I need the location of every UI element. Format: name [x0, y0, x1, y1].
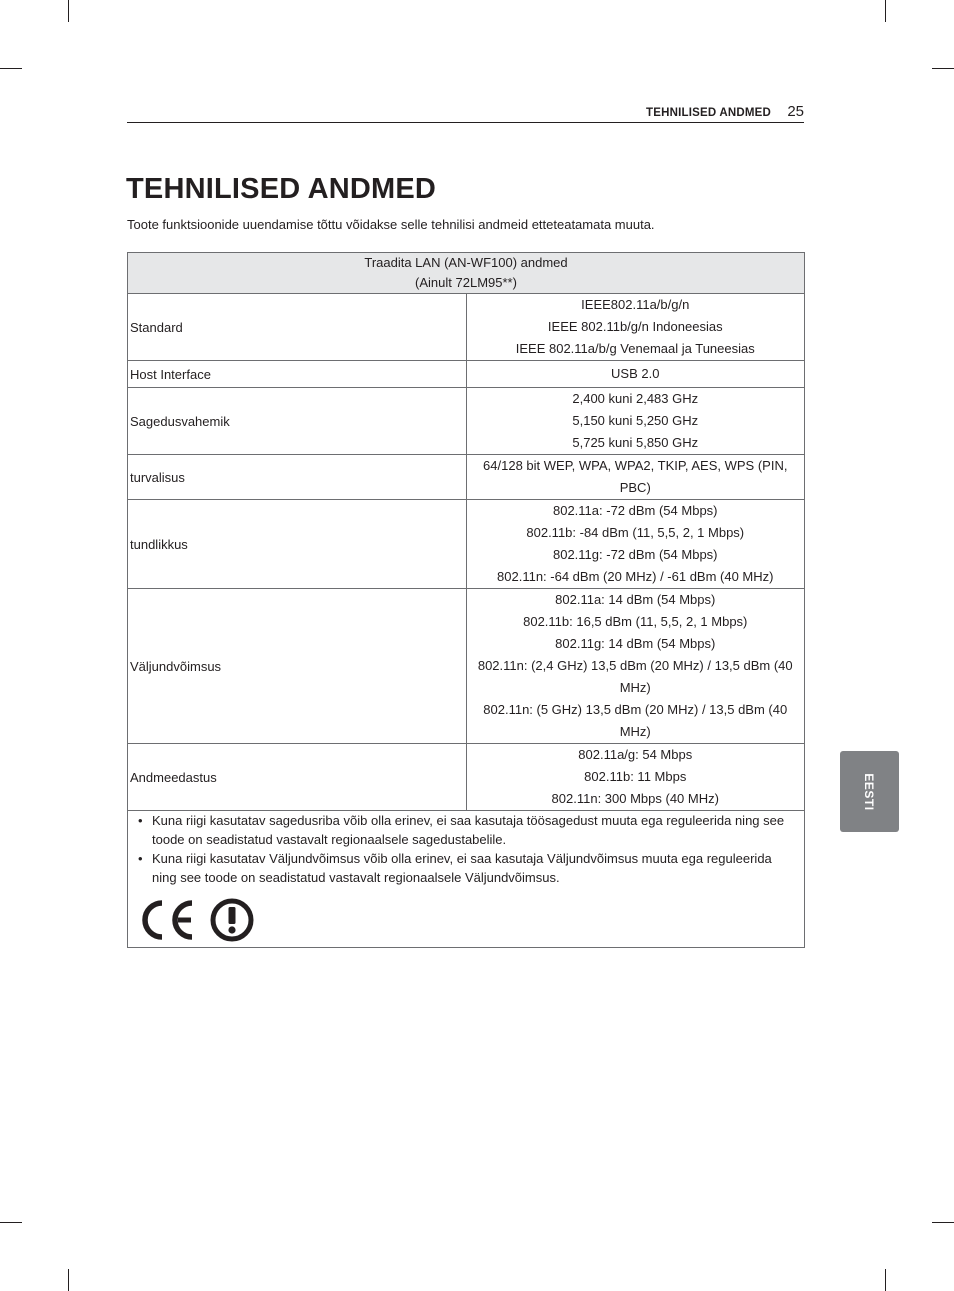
value-line: 5,725 kuni 5,850 GHz	[572, 435, 699, 450]
value-line: 802.11b: 16,5 dBm (11, 5,5, 2, 1 Mbps)	[523, 614, 748, 629]
crop-mark	[932, 1222, 954, 1223]
page-header	[127, 103, 804, 123]
row-value	[466, 361, 805, 388]
table-row	[128, 589, 805, 744]
table-heading	[128, 253, 805, 294]
spec-table	[127, 252, 805, 948]
table-row	[128, 361, 805, 388]
crop-mark	[885, 1269, 886, 1291]
crop-mark	[0, 68, 22, 69]
ce-mark-icon	[138, 898, 198, 942]
alert-mark-icon	[208, 897, 256, 943]
row-label: Host Interface	[128, 361, 467, 388]
table-row	[128, 388, 805, 455]
row-value	[466, 589, 805, 744]
value-line: 802.11n: -64 dBm (20 MHz) / -61 dBm (40 MHz)	[497, 569, 774, 584]
value-line: 802.11b: -84 dBm (11, 5,5, 2, 1 Mbps)	[526, 525, 745, 540]
value-line: 802.11n: 300 Mbps (40 MHz)	[551, 791, 719, 806]
row-value	[466, 455, 805, 500]
table-heading-line: Traadita LAN (AN-WF100) andmed	[364, 255, 568, 270]
crop-mark	[885, 0, 886, 22]
table-row	[128, 455, 805, 500]
header-rule	[127, 122, 804, 123]
table-row	[128, 744, 805, 811]
value-line: 802.11b: 11 Mbps	[584, 769, 687, 784]
value-line: 802.11g: 14 dBm (54 Mbps)	[555, 636, 716, 651]
row-label: tundlikkus	[128, 500, 467, 589]
value-line: 802.11g: -72 dBm (54 Mbps)	[552, 547, 718, 562]
table-row	[128, 294, 805, 361]
language-label: EESTI	[862, 773, 876, 811]
value-line: IEEE 802.11b/g/n Indoneesias	[547, 319, 723, 334]
crop-mark	[68, 1269, 69, 1291]
language-side-tab	[840, 751, 899, 832]
row-label: turvalisus	[128, 455, 467, 500]
bullet-icon: •	[138, 851, 143, 866]
value-line: IEEE 802.11a/b/g Venemaal ja Tuneesias	[515, 341, 755, 356]
certification-marks	[138, 897, 796, 943]
page-number: 25	[787, 103, 804, 120]
table-heading-line: (Ainult 72LM95**)	[415, 275, 517, 290]
value-line: 802.11n: (2,4 GHz) 13,5 dBm (20 MHz) / 13,5 dBm (40 MHz)	[477, 658, 793, 695]
notes-cell	[128, 811, 805, 948]
header-section-title: TEHNILISED ANDMED	[645, 107, 771, 119]
note-item	[138, 849, 796, 887]
page-title: TEHNILISED ANDMED	[126, 173, 437, 205]
row-label: Andmeedastus	[128, 744, 467, 811]
crop-mark	[932, 68, 954, 69]
row-value	[466, 294, 805, 361]
note-item	[138, 811, 796, 849]
table-heading-row	[128, 253, 805, 294]
crop-mark	[0, 1222, 22, 1223]
bullet-icon: •	[138, 813, 143, 828]
row-label: Sagedusvahemik	[128, 388, 467, 455]
row-label: Standard	[128, 294, 467, 361]
table-row	[128, 500, 805, 589]
row-value	[466, 500, 805, 589]
value-line: 802.11a/g: 54 Mbps	[578, 747, 693, 762]
row-value	[466, 388, 805, 455]
row-value	[466, 744, 805, 811]
intro-text: Toote funktsioonide uuendamise tõttu võidakse selle tehnilisi andmeid etteteatamata muuta.	[127, 217, 655, 232]
note-text: Kuna riigi kasutatav Väljundvõimsus võib olla erinev, ei saa kasutaja Väljundvõimsus muuta ega reguleerida ning see toode on seadistatud vastavalt regionaalsele Väljundvõimsus.	[152, 851, 772, 885]
value-line: 802.11n: (5 GHz) 13,5 dBm (20 MHz) / 13,5 dBm (40 MHz)	[483, 702, 788, 739]
value-line: 5,150 kuni 5,250 GHz	[572, 413, 699, 428]
value-line: 64/128 bit WEP, WPA, WPA2, TKIP, AES, WPS (PIN, PBC)	[483, 458, 788, 495]
value-line: 2,400 kuni 2,483 GHz	[572, 391, 699, 406]
value-line: USB 2.0	[611, 366, 660, 381]
value-line: 802.11a: 14 dBm (54 Mbps)	[555, 592, 716, 607]
value-line: IEEE802.11a/b/g/n	[581, 297, 690, 312]
row-label: Väljundvõimsus	[128, 589, 467, 744]
note-text: Kuna riigi kasutatav sagedusriba võib olla erinev, ei saa kasutaja töösagedust muuta ega reguleerida ning see toode on seadistatud vastavalt regionaalsele sagedustabelile.	[152, 813, 785, 847]
crop-mark	[68, 0, 69, 22]
notes-row	[128, 811, 805, 948]
value-line: 802.11a: -72 dBm (54 Mbps)	[552, 503, 718, 518]
